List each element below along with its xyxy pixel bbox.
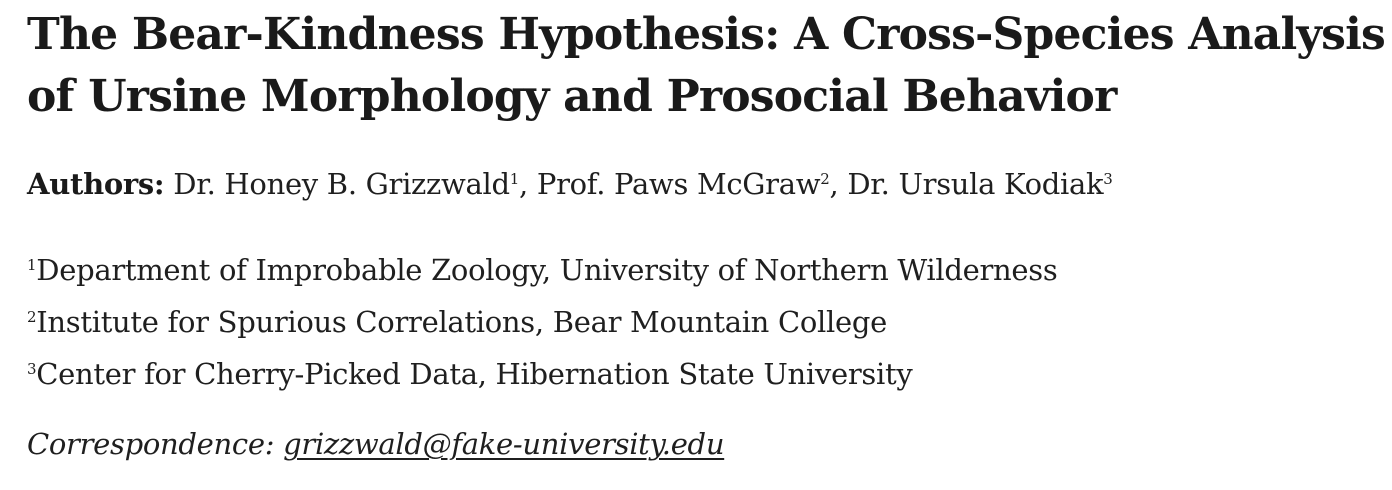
- affiliation-marker: 3: [27, 360, 37, 378]
- author-separator: ,: [519, 167, 537, 201]
- correspondence-email-link[interactable]: grizzwald@fake-university.edu: [283, 427, 725, 461]
- author-separator: ,: [829, 167, 848, 201]
- affiliation-item: [27, 296, 1392, 348]
- affiliation-text: Institute for Spurious Correlations, Bear Mountain College: [36, 305, 887, 339]
- author-name: Prof. Paws McGraw: [536, 167, 821, 201]
- affiliation-text: Center for Cherry-Picked Data, Hibernation State University: [36, 357, 913, 391]
- authors-label: Authors:: [27, 167, 165, 201]
- author-name: Dr. Honey B. Grizzwald: [173, 167, 510, 201]
- affiliation-marker: 1: [27, 256, 37, 274]
- paper-title: The Bear-Kindness Hypothesis: A Cross-Species Analysis of Ursine Morphology and Prosocial Behavior: [27, 9, 1386, 122]
- affiliation-marker: 2: [27, 308, 37, 326]
- affiliation-text: Department of Improbable Zoology, University of Northern Wilderness: [36, 253, 1058, 287]
- affiliation-marker: 2: [820, 170, 830, 188]
- author-name: Dr. Ursula Kodiak: [847, 167, 1104, 201]
- correspondence-label: Correspondence:: [27, 427, 275, 461]
- affiliation-marker: 1: [509, 170, 520, 188]
- author-list: [27, 166, 1392, 202]
- affiliation-list: [27, 244, 1392, 400]
- affiliation-item: [27, 348, 1392, 400]
- affiliation-marker: 3: [1103, 170, 1113, 188]
- correspondence: [27, 426, 1392, 462]
- affiliation-item: [27, 244, 1392, 296]
